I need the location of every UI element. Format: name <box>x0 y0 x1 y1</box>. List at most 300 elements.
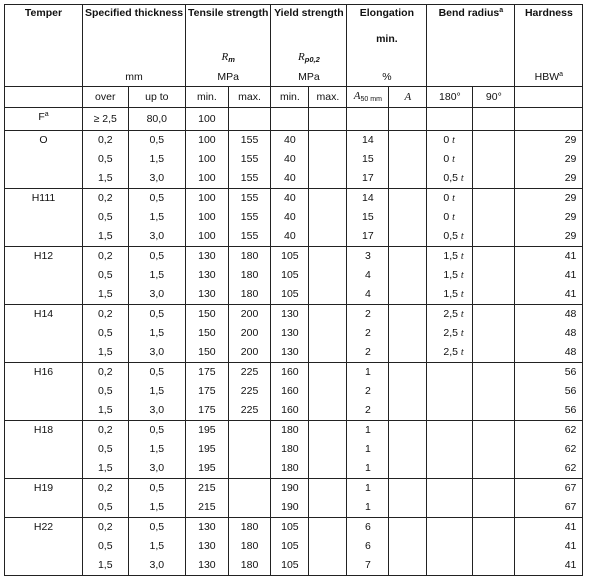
rm-min-cell: 130 <box>186 556 229 576</box>
rp-min-cell: 130 <box>271 324 309 343</box>
rp-min-cell: 180 <box>271 420 309 440</box>
bend-180-cell <box>427 517 473 537</box>
elongation-a50-cell: 3 <box>347 246 389 266</box>
thickness-over-cell: 1,5 <box>83 459 129 479</box>
rp-min-cell: 40 <box>271 169 309 189</box>
yield-header: Yield strength <box>271 5 347 47</box>
rm-max-cell: 225 <box>228 382 271 401</box>
bend-180-cell: 0,5 t <box>427 169 473 189</box>
table-row <box>5 266 583 285</box>
rp-max-cell <box>309 188 347 208</box>
thickness-symbol: t <box>460 347 464 358</box>
bend-90-cell <box>473 246 515 266</box>
rp-max-cell <box>309 150 347 169</box>
rm-min-cell: 195 <box>186 440 229 459</box>
bend-180-cell <box>427 478 473 498</box>
rp-max-cell <box>309 459 347 479</box>
table-row <box>5 246 583 266</box>
rm-max-cell: 155 <box>228 227 271 247</box>
temper-cell <box>5 420 83 478</box>
header-row-1 <box>5 5 583 47</box>
rp-max-cell <box>309 130 347 150</box>
bend-180-cell: 2,5 t <box>427 304 473 324</box>
thickness-up-to-cell: 1,5 <box>128 382 186 401</box>
a-header <box>389 86 427 107</box>
rm-min-cell: 100 <box>186 227 229 247</box>
rp-min-cell: 180 <box>271 440 309 459</box>
rp-max-header: max. <box>309 86 347 107</box>
bend-90-header: 90° <box>473 86 515 107</box>
rp-min-cell: 105 <box>271 285 309 305</box>
elongation-a50-cell: 2 <box>347 324 389 343</box>
thickness-up-to-cell: 3,0 <box>128 285 186 305</box>
bend-90-cell <box>473 517 515 537</box>
table-row <box>5 382 583 401</box>
bend-90-cell <box>473 382 515 401</box>
bend-radius-footnote: a <box>499 7 504 14</box>
rm-max-cell: 180 <box>228 266 271 285</box>
thickness-up-to-cell: 3,0 <box>128 343 186 363</box>
elongation-a-cell <box>389 169 427 189</box>
elongation-a-cell <box>389 382 427 401</box>
hardness-cell: 29 <box>515 130 583 150</box>
temper-cell <box>5 304 83 362</box>
temper-label: H22 <box>33 520 54 533</box>
temper-header: Temper <box>5 5 83 47</box>
unit-mm: mm <box>83 68 186 86</box>
elongation-a-cell <box>389 517 427 537</box>
elongation-a-cell <box>389 188 427 208</box>
rm-max-cell: 180 <box>228 517 271 537</box>
thickness-over-cell: 0,2 <box>83 188 129 208</box>
thickness-over-cell: 1,5 <box>83 343 129 363</box>
hardness-cell: 29 <box>515 208 583 227</box>
rm-min-cell: 195 <box>186 459 229 479</box>
elongation-a50-cell: 17 <box>347 227 389 247</box>
table-row <box>5 169 583 189</box>
rm-symbol: R <box>221 50 229 63</box>
rm-min-cell: 100 <box>186 107 229 130</box>
bend-180-cell <box>427 107 473 130</box>
rm-min-cell: 130 <box>186 246 229 266</box>
bend-90-cell <box>473 169 515 189</box>
hardness-cell: 29 <box>515 169 583 189</box>
table-row <box>5 107 583 130</box>
table-row <box>5 517 583 537</box>
thickness-up-to-cell: 0,5 <box>128 517 186 537</box>
bend-90-cell <box>473 537 515 556</box>
table-row <box>5 440 583 459</box>
thickness-up-to-cell: 80,0 <box>128 107 186 130</box>
hardness-cell: 56 <box>515 382 583 401</box>
elongation-a-cell <box>389 401 427 421</box>
elongation-a50-cell: 2 <box>347 401 389 421</box>
thickness-over-cell: 0,2 <box>83 517 129 537</box>
hardness-cell: 29 <box>515 188 583 208</box>
rp-subscript: p0,2 <box>304 54 320 64</box>
table-row <box>5 362 583 382</box>
rm-min-cell: 130 <box>186 285 229 305</box>
bend-radius-header <box>427 5 515 47</box>
bend-180-header: 180° <box>427 86 473 107</box>
elongation-a-cell <box>389 440 427 459</box>
over-header: over <box>83 86 129 107</box>
bend-90-cell <box>473 478 515 498</box>
thickness-up-to-cell: 0,5 <box>128 362 186 382</box>
rm-max-cell <box>228 478 271 498</box>
elongation-a50-cell: 7 <box>347 556 389 576</box>
rp-min-cell: 105 <box>271 517 309 537</box>
thickness-up-to-cell: 0,5 <box>128 304 186 324</box>
thickness-up-to-cell: 1,5 <box>128 537 186 556</box>
rm-min-cell: 215 <box>186 478 229 498</box>
bend-180-cell <box>427 440 473 459</box>
elongation-a50-cell: 2 <box>347 382 389 401</box>
hardness-cell: 41 <box>515 517 583 537</box>
rp-min-cell <box>271 107 309 130</box>
table-row <box>5 304 583 324</box>
a50-symbol: A <box>353 90 361 102</box>
rm-min-cell: 100 <box>186 188 229 208</box>
rp-max-cell <box>309 304 347 324</box>
rm-min-cell: 195 <box>186 420 229 440</box>
thickness-over-cell: 0,2 <box>83 420 129 440</box>
bend-90-cell <box>473 324 515 343</box>
rm-max-cell: 225 <box>228 362 271 382</box>
bend-90-cell <box>473 343 515 363</box>
rm-max-cell: 155 <box>228 188 271 208</box>
elongation-label: Elongation <box>359 7 414 19</box>
elongation-a50-cell: 14 <box>347 188 389 208</box>
mechanical-properties-table <box>4 4 583 576</box>
thickness-up-to-cell: 0,5 <box>128 246 186 266</box>
bend-90-cell <box>473 285 515 305</box>
rp-min-cell: 105 <box>271 556 309 576</box>
bend-90-cell <box>473 459 515 479</box>
thickness-up-to-cell: 1,5 <box>128 208 186 227</box>
unit-hbw <box>515 68 583 86</box>
rm-min-cell: 130 <box>186 517 229 537</box>
thickness-over-cell: 1,5 <box>83 401 129 421</box>
elongation-a50-cell: 1 <box>347 459 389 479</box>
thickness-over-cell: ≥ 2,5 <box>83 107 129 130</box>
rp-min-cell: 40 <box>271 208 309 227</box>
rp-max-cell <box>309 556 347 576</box>
unit-hbw-label: HBW <box>534 70 560 83</box>
thickness-over-cell: 1,5 <box>83 227 129 247</box>
bend-90-cell <box>473 266 515 285</box>
thickness-up-to-cell: 3,0 <box>128 169 186 189</box>
table-row <box>5 401 583 421</box>
hardness-cell: 29 <box>515 150 583 169</box>
table-row <box>5 537 583 556</box>
temper-cell <box>5 107 83 130</box>
elongation-a50-cell: 2 <box>347 343 389 363</box>
rp-max-cell <box>309 382 347 401</box>
hardness-cell: 41 <box>515 537 583 556</box>
bend-180-cell: 0 t <box>427 150 473 169</box>
header-row-subcolumns <box>5 86 583 107</box>
temper-label: H14 <box>33 307 54 320</box>
up-to-header: up to <box>128 86 186 107</box>
table-row <box>5 420 583 440</box>
bend-90-cell <box>473 304 515 324</box>
rp-max-cell <box>309 324 347 343</box>
rp-max-cell <box>309 420 347 440</box>
rp-min-cell: 40 <box>271 227 309 247</box>
bend-180-cell: 0 t <box>427 208 473 227</box>
rm-min-cell: 150 <box>186 304 229 324</box>
a50-subscript: 50 mm <box>360 96 382 103</box>
rp-min-header: min. <box>271 86 309 107</box>
rm-min-header: min. <box>186 86 229 107</box>
elongation-a-cell <box>389 362 427 382</box>
thickness-up-to-cell: 0,5 <box>128 420 186 440</box>
rm-subscript: m <box>228 54 235 64</box>
elongation-a-cell <box>389 227 427 247</box>
bend-90-cell <box>473 208 515 227</box>
thickness-up-to-cell: 0,5 <box>128 188 186 208</box>
elongation-a-cell <box>389 246 427 266</box>
elongation-a-cell <box>389 324 427 343</box>
thickness-over-cell: 0,5 <box>83 324 129 343</box>
bend-180-cell <box>427 498 473 518</box>
thickness-up-to-cell: 3,0 <box>128 401 186 421</box>
hardness-cell: 41 <box>515 266 583 285</box>
elongation-a-cell <box>389 478 427 498</box>
hardness-cell: 56 <box>515 401 583 421</box>
thickness-up-to-cell: 1,5 <box>128 498 186 518</box>
rp-min-cell: 105 <box>271 537 309 556</box>
thickness-over-cell: 0,2 <box>83 246 129 266</box>
bend-90-cell <box>473 440 515 459</box>
thickness-over-cell: 0,2 <box>83 478 129 498</box>
bend-radius-label: Bend radius <box>438 7 500 19</box>
tensile-header: Tensile strength <box>186 5 271 47</box>
table-row <box>5 188 583 208</box>
bend-180-cell <box>427 382 473 401</box>
thickness-over-cell: 0,2 <box>83 304 129 324</box>
table-row <box>5 498 583 518</box>
unit-mpa-tensile: MPa <box>186 68 271 86</box>
rp-min-cell: 180 <box>271 459 309 479</box>
rp-max-cell <box>309 440 347 459</box>
temper-label: H111 <box>31 191 56 204</box>
bend-90-cell <box>473 150 515 169</box>
thickness-over-cell: 0,5 <box>83 537 129 556</box>
bend-90-cell <box>473 401 515 421</box>
thickness-symbol: t <box>452 154 455 165</box>
thickness-symbol: t <box>452 212 455 223</box>
rm-min-cell: 100 <box>186 130 229 150</box>
thickness-symbol: t <box>460 328 464 339</box>
table-row <box>5 285 583 305</box>
thickness-symbol: t <box>460 289 464 300</box>
table-row <box>5 478 583 498</box>
rp-min-cell: 105 <box>271 266 309 285</box>
bend-90-cell <box>473 362 515 382</box>
rp-max-cell <box>309 517 347 537</box>
rm-max-header: max. <box>228 86 271 107</box>
thickness-header: Specified thickness <box>83 5 186 47</box>
table-row <box>5 130 583 150</box>
rp-max-cell <box>309 285 347 305</box>
thickness-symbol: t <box>460 309 464 320</box>
bend-180-cell: 2,5 t <box>427 343 473 363</box>
bend-180-cell <box>427 537 473 556</box>
bend-180-cell <box>427 401 473 421</box>
thickness-up-to-cell: 0,5 <box>128 130 186 150</box>
bend-180-cell: 1,5 t <box>427 285 473 305</box>
thickness-over-cell: 0,5 <box>83 266 129 285</box>
bend-90-cell <box>473 420 515 440</box>
temper-label: H18 <box>33 423 54 436</box>
rm-max-cell: 200 <box>228 343 271 363</box>
bend-180-cell: 0,5 t <box>427 227 473 247</box>
thickness-symbol: t <box>460 231 464 242</box>
thickness-symbol: t <box>452 193 455 204</box>
rp-symbol: R <box>298 50 305 63</box>
temper-cell <box>5 188 83 246</box>
elongation-a-cell <box>389 150 427 169</box>
thickness-over-cell: 1,5 <box>83 556 129 576</box>
rm-max-cell: 180 <box>228 537 271 556</box>
rm-min-cell: 100 <box>186 169 229 189</box>
hardness-cell: 48 <box>515 324 583 343</box>
rm-min-cell: 175 <box>186 362 229 382</box>
rp-max-cell <box>309 266 347 285</box>
elongation-a50-cell: 17 <box>347 169 389 189</box>
table-row <box>5 459 583 479</box>
hardness-cell: 48 <box>515 343 583 363</box>
thickness-symbol: t <box>460 251 464 262</box>
rp-max-cell <box>309 227 347 247</box>
unit-percent: % <box>347 68 427 86</box>
thickness-over-cell: 0,5 <box>83 382 129 401</box>
thickness-over-cell: 0,5 <box>83 498 129 518</box>
temper-cell <box>5 517 83 575</box>
rm-min-cell: 130 <box>186 266 229 285</box>
bend-180-cell <box>427 420 473 440</box>
bend-180-cell: 1,5 t <box>427 246 473 266</box>
rp-min-cell: 40 <box>271 150 309 169</box>
bend-180-cell: 0 t <box>427 130 473 150</box>
a50-header <box>347 86 389 107</box>
rm-min-cell: 150 <box>186 343 229 363</box>
elongation-a-cell <box>389 556 427 576</box>
hardness-cell: 41 <box>515 246 583 266</box>
temper-label: H19 <box>33 481 54 494</box>
rp-min-cell: 160 <box>271 401 309 421</box>
rp-min-cell: 105 <box>271 246 309 266</box>
hardness-cell: 62 <box>515 420 583 440</box>
elongation-a-cell <box>389 285 427 305</box>
rm-min-cell: 100 <box>186 208 229 227</box>
bend-90-cell <box>473 188 515 208</box>
elongation-a50-cell: 6 <box>347 517 389 537</box>
rp-max-cell <box>309 208 347 227</box>
rm-min-cell: 175 <box>186 401 229 421</box>
rm-min-cell: 130 <box>186 537 229 556</box>
rp-max-cell <box>309 343 347 363</box>
rm-max-cell: 180 <box>228 285 271 305</box>
temper-footnote: a <box>44 110 49 118</box>
rm-max-cell: 200 <box>228 324 271 343</box>
rm-max-cell <box>228 459 271 479</box>
bend-180-cell <box>427 362 473 382</box>
elongation-a50-cell: 15 <box>347 208 389 227</box>
bend-180-cell <box>427 556 473 576</box>
hardness-header: Hardness <box>515 5 583 47</box>
elongation-a50-cell <box>347 107 389 130</box>
thickness-over-cell: 0,2 <box>83 130 129 150</box>
hardness-cell: 67 <box>515 478 583 498</box>
rm-max-cell: 155 <box>228 150 271 169</box>
elongation-a50-cell: 4 <box>347 285 389 305</box>
bend-180-cell: 1,5 t <box>427 266 473 285</box>
rm-max-cell: 155 <box>228 169 271 189</box>
rm-max-cell: 180 <box>228 246 271 266</box>
elongation-header <box>347 5 427 47</box>
rm-min-cell: 215 <box>186 498 229 518</box>
rp-max-cell <box>309 107 347 130</box>
elongation-a50-cell: 4 <box>347 266 389 285</box>
thickness-up-to-cell: 1,5 <box>128 324 186 343</box>
temper-cell <box>5 130 83 188</box>
rm-max-cell: 155 <box>228 130 271 150</box>
thickness-up-to-cell: 1,5 <box>128 266 186 285</box>
elongation-a-cell <box>389 420 427 440</box>
thickness-up-to-cell: 0,5 <box>128 478 186 498</box>
hardness-cell: 67 <box>515 498 583 518</box>
temper-label: H16 <box>33 365 54 378</box>
rm-max-cell <box>228 440 271 459</box>
hardness-cell: 56 <box>515 362 583 382</box>
thickness-symbol: t <box>460 173 464 184</box>
thickness-up-to-cell: 3,0 <box>128 459 186 479</box>
temper-cell <box>5 362 83 420</box>
elongation-a-cell <box>389 537 427 556</box>
unit-hbw-footnote: a <box>559 70 564 78</box>
elongation-a50-cell: 6 <box>347 537 389 556</box>
temper-label: H12 <box>33 249 54 262</box>
table-row <box>5 343 583 363</box>
thickness-over-cell: 0,5 <box>83 150 129 169</box>
table-row <box>5 150 583 169</box>
rp-max-cell <box>309 537 347 556</box>
thickness-up-to-cell: 3,0 <box>128 227 186 247</box>
rm-min-cell: 100 <box>186 150 229 169</box>
bend-90-cell <box>473 498 515 518</box>
bend-180-cell: 2,5 t <box>427 324 473 343</box>
rp-min-cell: 130 <box>271 304 309 324</box>
elongation-min-label: min. <box>376 33 398 45</box>
rp-min-cell: 160 <box>271 382 309 401</box>
elongation-a-cell <box>389 343 427 363</box>
header-row-units <box>5 68 583 86</box>
rp-max-cell <box>309 498 347 518</box>
rp-max-cell <box>309 401 347 421</box>
thickness-up-to-cell: 1,5 <box>128 440 186 459</box>
mechanical-properties-table-container <box>4 4 583 576</box>
elongation-a-cell <box>389 130 427 150</box>
thickness-over-cell: 1,5 <box>83 285 129 305</box>
elongation-a50-cell: 1 <box>347 440 389 459</box>
bend-90-cell <box>473 227 515 247</box>
rm-min-cell: 150 <box>186 324 229 343</box>
rm-max-cell: 180 <box>228 556 271 576</box>
thickness-over-cell: 1,5 <box>83 169 129 189</box>
